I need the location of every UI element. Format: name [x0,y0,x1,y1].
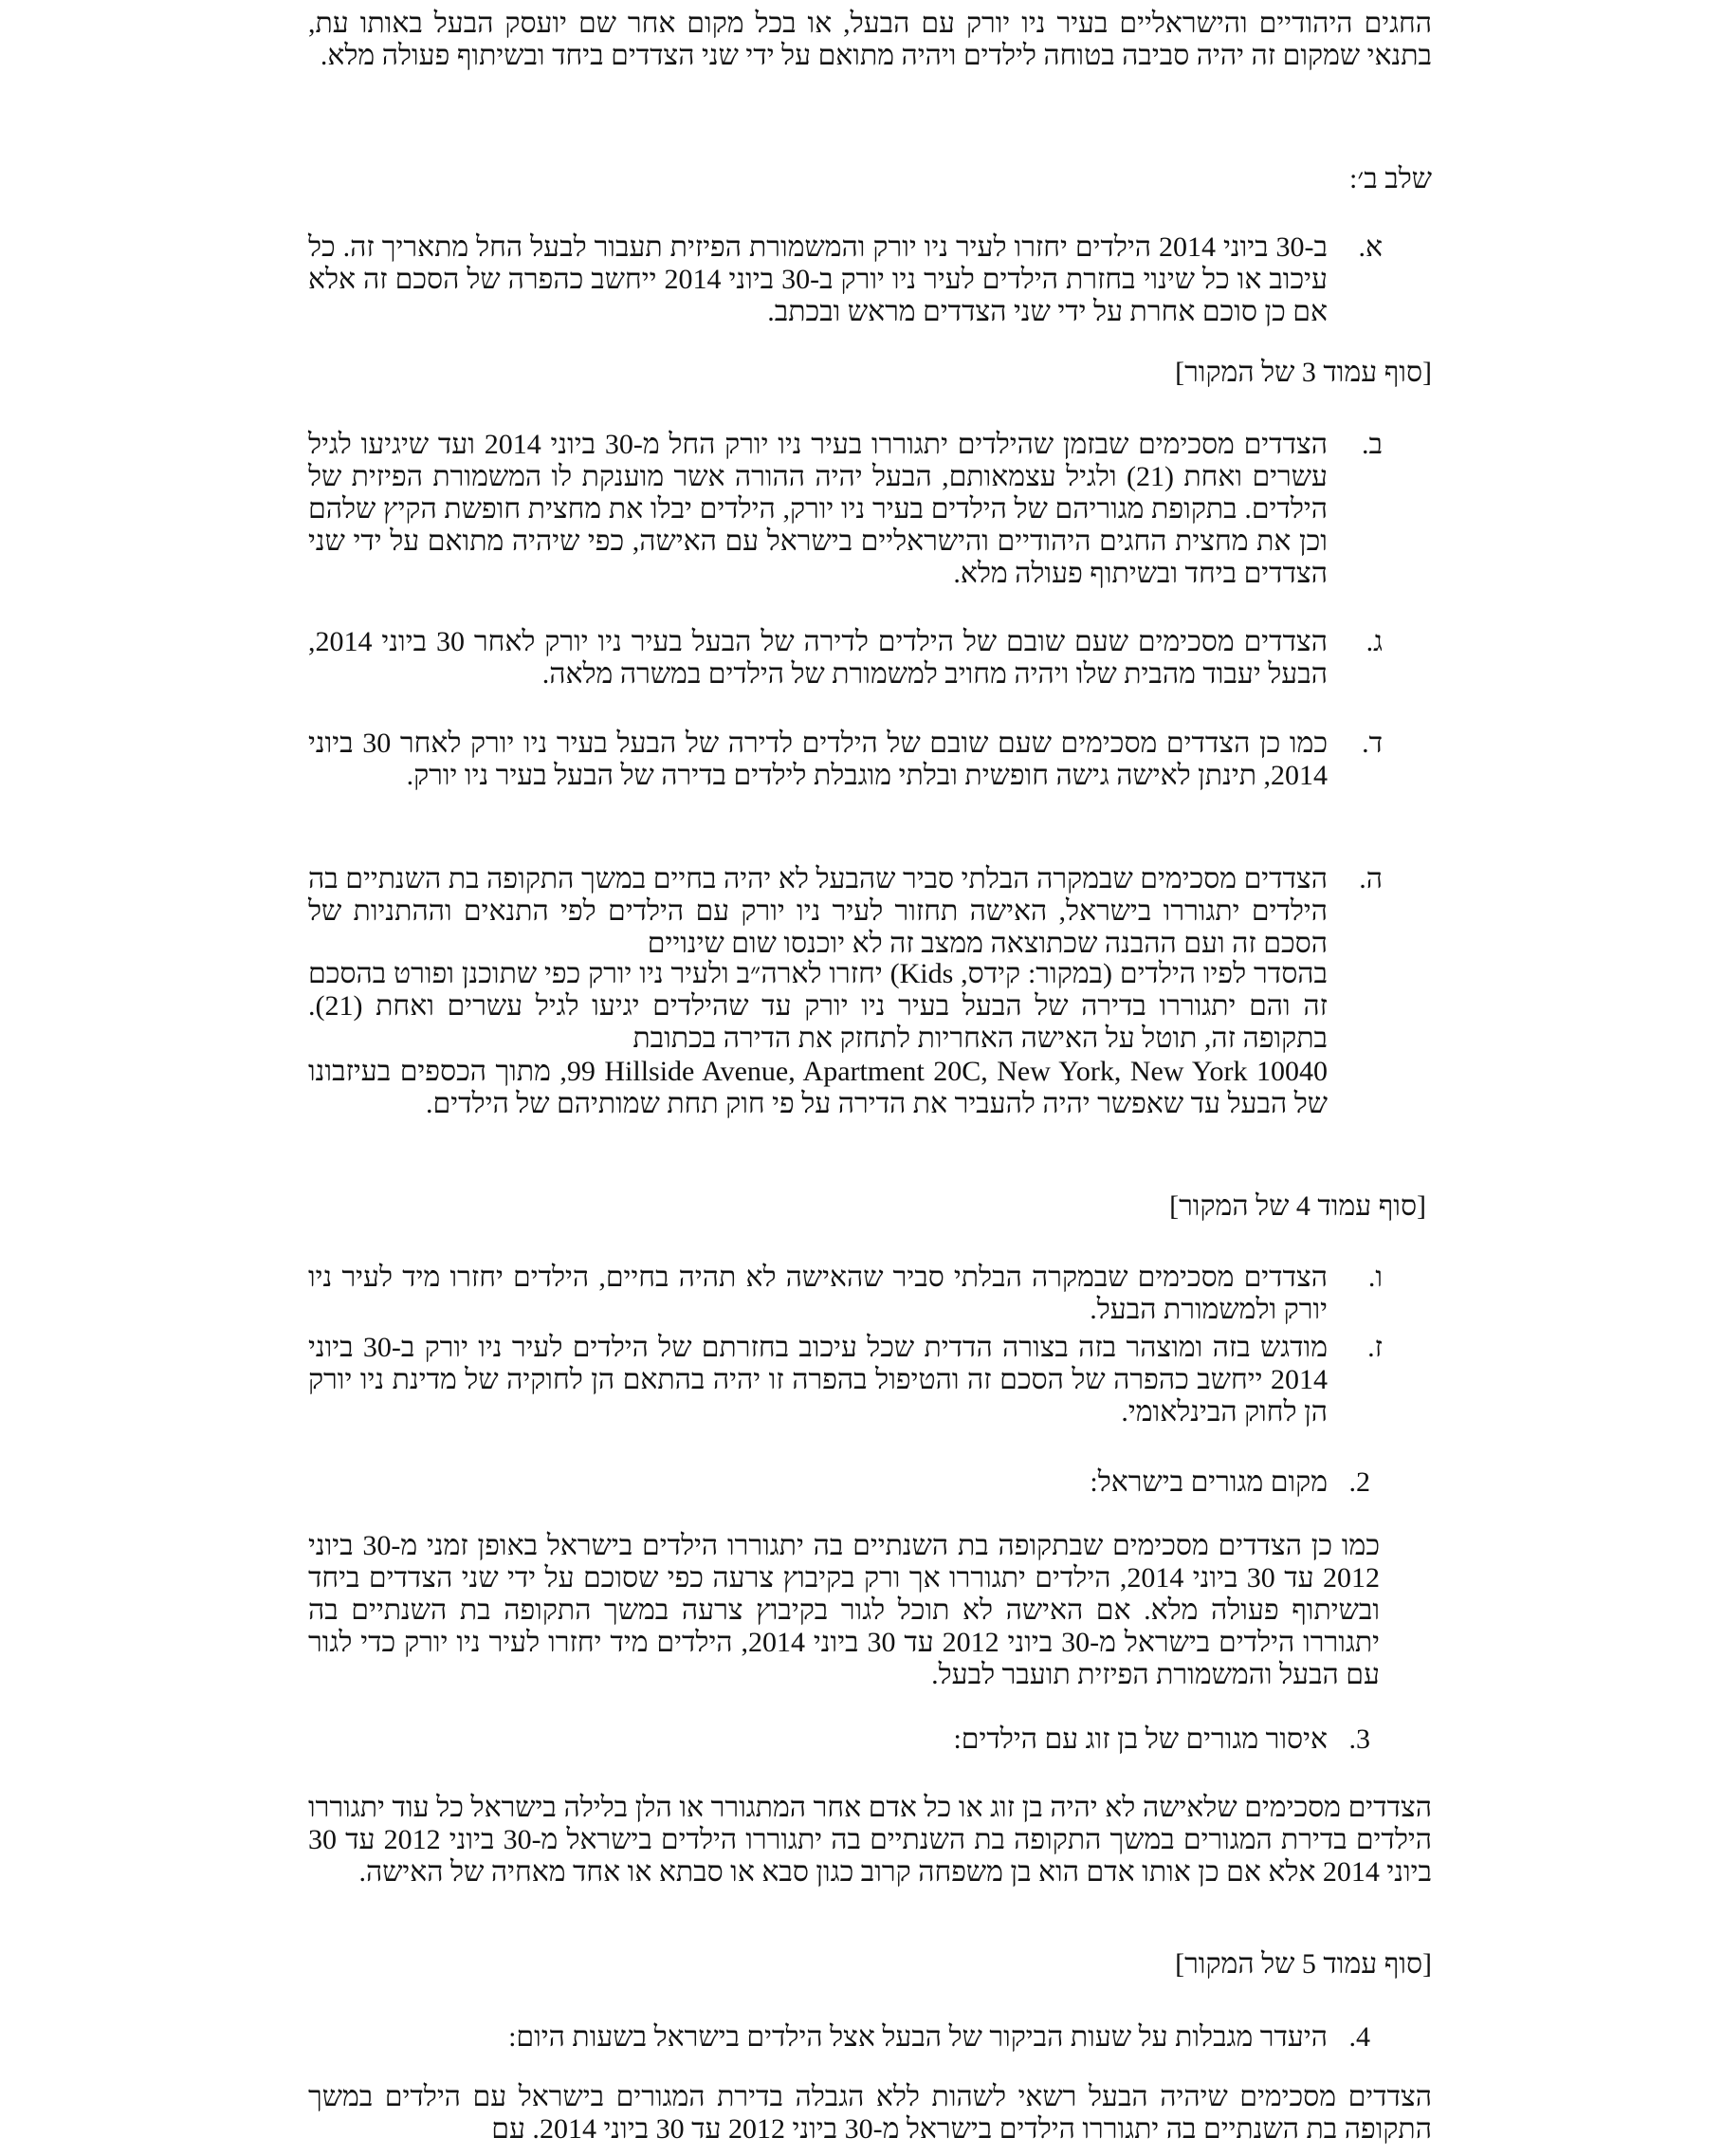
section-4-title: היעדר מגבלות על שעות הביקור של הבעל אצל הילדים בישראל בשעות היום: [508,2021,1328,2053]
item-c-text: הצדדים מסכימים שעם שובם של הילדים לדירה של הבעל בעיר ניו יורק לאחר 30 ביוני 2014, הבעל יעבוד מהבית שלו ויהיה מחויב למשמורת של הילדים במשרה מלאה. [308,626,1328,690]
item-marker-c: ג. [1366,626,1383,657]
page-note-3: [סוף עמוד 3 של המקור] [1175,357,1432,388]
section-3-number: 3. [1348,1723,1370,1755]
section-3-title: איסור מגורים של בן זוג עם הילדים: [953,1723,1328,1755]
section-4-text: הצדדים מסכימים שיהיה הבעל רשאי לשהות ללא הגבלה בדירת המגורים בישראל עם הילדים במשך התקופה בת השנתיים בה יתגוררו הילדים בישראל מ-30 ביוני 2012 עד 30 ביוני 2014. עם [308,2081,1432,2145]
section-3-text: הצדדים מסכימים שלאישה לא יהיה בן זוג או כל אדם אחר המתגורר או הלן בלילה בישראל כל עוד יתגוררו הילדים בדירת המגורים במשך התקופה בת השנתיים בה יתגוררו הילדים בישראל מ-30 ביוני 2012 עד 30 ביוני 2014 אלא אם כן אותו אדם הוא בן משפחה קרוב כגון סבא או סבתא או אחד מאחיה של האישה. [308,1792,1433,1888]
section-2-text: כמו כן הצדדים מסכימים שבתקופה בת השנתיים בה יתגוררו הילדים בישראל באופן זמני מ-30 ביוני 2012 עד 30 ביוני 2014, הילדים יתגוררו אך ורק בקיבוץ צרעה כפי שסוכם על ידי שני הצדדים ביחד ובשיתוף פעולה מלא. אם האישה לא תוכל לגור בקיבוץ צרעה במשך התקופה בת השנתיים בה יתגוררו הילדים בישראל מ-30 ביוני 2012 עד 30 ביוני 2014, הילדים מיד יחזרו לעיר ניו יורק כדי לגור עם הבעל והמשמורת הפיזית תועבר לבעל. [308,1530,1381,1690]
item-b-text: הצדדים מסכימים שבזמן שהילדים יתגוררו בעיר ניו יורק החל מ-30 ביוני 2014 ועד שיגיעו לגיל עשרים ואחת (21) ולגיל עצמאותם, הבעל יהיה ההורה אשר מוענקת לו המשמורת הפיזית של הילדים. בתקופת מגוריהם של הילדים בעיר ניו יורק, הילדים יבלו את מחצית חופשת הקיץ שלהם וכן את מחצית החגים היהודיים והישראליים בישראל עם האישה, כפי שיהיה מתואם על ידי שני הצדדים ביחד ובשיתוף פעולה מלא. [308,429,1329,589]
item-a-text: ב-30 ביוני 2014 הילדים יחזרו לעיר ניו יורק והמשמורת הפיזית תעבור לבעל החל מתאריך זה. כל עיכוב או כל שינוי בחזרת הילדים לעיר ניו יורק ב-30 ביוני 2014 ייחשב כהפרה של הסכם זה אלא אם כן סוכם אחרת על ידי שני הצדדים מראש ובכתב. [308,231,1328,327]
item-e-address-line [308,1056,1328,1120]
item-e-continuation: , מתוך הכספים בעיזבונו של הבעל עד שאפשר יהיה להעביר את הדירה על פי חוק תחת שמותיהם של הילדים. [308,1056,1328,1119]
page-note-4: [סוף עמוד 4 של המקור] [1169,1190,1426,1222]
page-note-5: [סוף עמוד 5 של המקור] [1175,1948,1432,1980]
section-2-title: מקום מגורים בישראל: [1090,1466,1328,1498]
street-address: 99 Hillside Avenue, Apartment 20C, New York, New York 10040 [566,1056,1328,1087]
item-g-text: מודגש בזה ומוצהר בזה בצורה הדדית שכל עיכוב בחזרתם של הילדים לעיר ניו יורק ב-30 ביוני 2014 ייחשב כהפרה של הסכם זה והטיפול בהפרה זו יהיה בהתאם הן לחוקיה של מדינת ניו יורק הן לחוק הבינלאומי. [308,1332,1328,1428]
item-marker-a: א. [1358,231,1383,263]
stage-heading: שלב ב׳: [1349,163,1432,194]
item-e-text-part2: בהסדר לפיו הילדים (במקור: קידס, Kids) יחזרו לארה״ב ולעיר ניו יורק כפי שתוכנן ופורט בהסכם זה והם יתגוררו בדירה של הבעל בעיר ניו יורק עד שהילדים יגיעו לגיל עשרים ואחת (21). בתקופה זה, תוטל על האישה האחריות לתחזק את הדירה בכתובת [308,958,1328,1054]
section-2-number: 2. [1348,1466,1370,1498]
item-marker-b: ב. [1362,429,1383,460]
section-4-number: 4. [1348,2021,1370,2053]
item-d-text: כמו כן הצדדים מסכימים שעם שובם של הילדים לדירה של הבעל בעיר ניו יורק לאחר 30 ביוני 2014, תינתן לאישה גישה חופשית ובלתי מוגבלת לילדים בדירה של הבעל בעיר ניו יורק. [308,728,1328,791]
item-f-text: הצדדים מסכימים שבמקרה הבלתי סביר שהאישה לא תהיה בחיים, הילדים יחזרו מיד לעיר ניו יורק ולמשמורת הבעל. [308,1262,1328,1325]
item-marker-e: ה. [1359,863,1383,894]
intro-paragraph: החגים היהודיים והישראליים בעיר ניו יורק עם הבעל, או בכל מקום אחר שם יועסק הבעל באותו עת, בתנאי שמקום זה יהיה סביבה בטוחה לילדים ויהיה מתואם על ידי שני הצדדים ביחד ובשיתוף פעולה מלא. [308,8,1432,71]
item-marker-f: ו. [1367,1262,1383,1293]
item-e-text-part1: הצדדים מסכימים שבמקרה הבלתי סביר שהבעל לא יהיה בחיים במשך התקופה בת השנתיים בה הילדים יתגוררו בישראל, האישה תחזור לעיר ניו יורק עם הילדים לפי התנאים וההתניות של הסכם זה ועם ההבנה שכתוצאה ממצב זה לא יוכנסו שום שינויים [308,863,1328,959]
item-marker-g: ז. [1367,1332,1383,1363]
item-marker-d: ד. [1362,728,1383,759]
